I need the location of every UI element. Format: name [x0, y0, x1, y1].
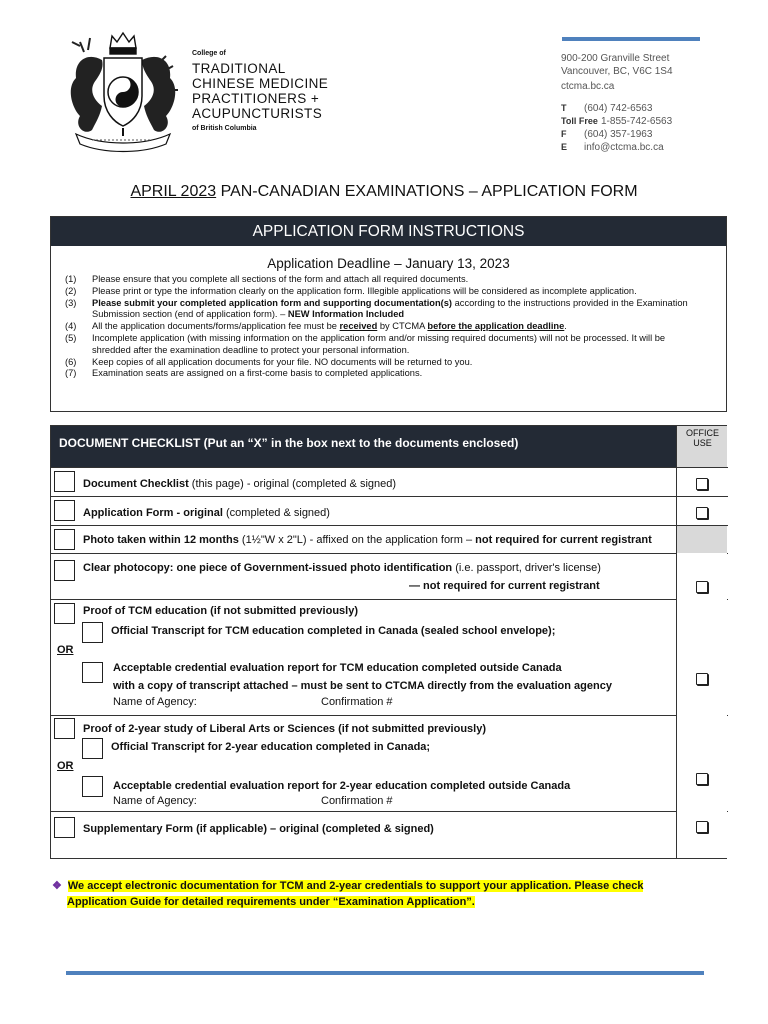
app-form-label: Application Form - original (completed & signed) [83, 507, 330, 519]
office-cell [676, 811, 727, 858]
liberal-proof-label: Proof of 2-year study of Liberal Arts or Sciences (if not submitted previously) [83, 723, 486, 735]
office-photo-id-checkbox[interactable] [696, 581, 708, 593]
supplementary-label: Supplementary Form (if applicable) – original (completed & signed) [83, 823, 434, 835]
phone-value: (604) 742-6563 [584, 103, 653, 114]
photo-label: Photo taken within 12 months (1½"W x 2"L) - affixed on the application form – not required for current registrant [83, 534, 652, 546]
contact-block [561, 52, 673, 154]
document-checklist-table [50, 425, 727, 859]
instruction-item: (4) All the application documents/forms/application fee must be received by CTCMA before the application deadline. [65, 321, 567, 332]
province-label: of British Columbia [192, 125, 257, 132]
email-label: E [561, 142, 568, 152]
fax-row [561, 128, 673, 141]
instructions-heading: APPLICATION FORM INSTRUCTIONS [51, 217, 726, 246]
tcm-evaluation-checkbox[interactable] [82, 662, 103, 683]
address-line: 900-200 Granville Street [561, 53, 670, 64]
email-link[interactable]: info@ctcma.bc.ca [584, 142, 664, 153]
college-of-label: College of [192, 50, 226, 57]
fax-label: F [561, 129, 567, 139]
tollfree-label: Toll Free [561, 116, 598, 126]
row-divider [51, 553, 728, 554]
tcm-transcript-label: Official Transcript for TCM education completed in Canada (sealed school envelope); [111, 625, 556, 637]
liberal-transcript-checkbox[interactable] [82, 738, 103, 759]
electronic-docs-note [52, 878, 643, 910]
note-line: We accept electronic documentation for TCM and 2-year credentials to support your application. Please check [67, 880, 644, 892]
fax-value: (604) 357-1963 [584, 129, 653, 140]
college-name-block [192, 50, 328, 132]
college-name-line: PRACTITIONERS + [192, 91, 320, 106]
checklist-header: DOCUMENT CHECKLIST (Put an “X” in the box next to the documents enclosed) [51, 426, 676, 467]
instruction-item: (5) Incomplete application (with missing information on the application form and/or missing required documents) will not be processed. It will be shredded after the examination deadline to protect your personal information. [65, 332, 666, 355]
liberal-evaluation-checkbox[interactable] [82, 776, 103, 797]
website-link[interactable]: ctcma.bc.ca [561, 81, 615, 92]
liberal-confirmation-label: Confirmation # [321, 795, 393, 807]
college-name-line: TRADITIONAL [192, 61, 286, 76]
office-cell [676, 715, 727, 811]
note-line: Application Guide for detailed requirements under “Examination Application”. [67, 896, 475, 908]
row-divider [51, 496, 728, 497]
app-form-checkbox[interactable] [54, 500, 75, 521]
page-title [0, 183, 768, 201]
instruction-item: (7) Examination seats are assigned on a first-come basis to completed applications. [65, 368, 423, 379]
header-accent-bar [562, 37, 700, 41]
instruction-item: (3) Please submit your completed application form and supporting documentation(s) according to the instructions provided in the Examination Submission section (end of application form). – NEW Information Included [65, 297, 688, 320]
instruction-item: (1) Please ensure that you complete all sections of the form and attach all required documents. [65, 274, 469, 284]
application-deadline: Application Deadline – January 13, 2023 [267, 256, 510, 271]
doc-checklist-label: Document Checklist (this page) - original (completed & signed) [83, 478, 397, 490]
supplementary-checkbox[interactable] [54, 817, 75, 838]
tcm-proof-label: Proof of TCM education (if not submitted previously) [83, 605, 358, 617]
title-rest: PAN-CANADIAN EXAMINATIONS – APPLICATION FORM [216, 183, 638, 200]
college-name-line: ACUPUNCTURISTS [192, 106, 323, 121]
address-line: Vancouver, BC, V6C 1S4 [561, 66, 673, 77]
instructions-box [50, 216, 727, 412]
photo-checkbox[interactable] [54, 529, 75, 550]
row-divider [51, 467, 728, 468]
photo-id-label: Clear photocopy: one piece of Government-issued photo identification (i.e. passport, driver's license) [83, 562, 601, 574]
liberal-agency-label: Name of Agency: [113, 795, 197, 807]
office-liberal-checkbox[interactable] [696, 773, 708, 785]
instruction-item: (2) Please print or type the information clearly on the application form. Illegible applications will be considered as incomplete application. [65, 285, 637, 296]
office-cell [676, 599, 727, 715]
photo-id-note: — not required for current registrant [409, 580, 600, 592]
row-divider [51, 715, 728, 716]
liberal-proof-checkbox[interactable] [54, 718, 75, 739]
liberal-evaluation-label: Acceptable credential evaluation report for 2-year education completed outside Canada [113, 780, 571, 792]
email-row [561, 141, 673, 154]
row-divider [51, 525, 728, 526]
tcm-transcript-checkbox[interactable] [82, 622, 103, 643]
college-name-line: CHINESE MEDICINE [192, 76, 329, 91]
office-use-header: OFFICE USE [686, 428, 719, 448]
tcm-proof-checkbox[interactable] [54, 603, 75, 624]
tcm-evaluation-note: with a copy of transcript attached – must be sent to CTCMA directly from the evaluation agency [113, 680, 612, 692]
office-app-form-checkbox[interactable] [696, 507, 708, 519]
or-label: OR [57, 760, 74, 772]
instructions-list [51, 274, 726, 380]
tollfree-row [561, 115, 673, 128]
liberal-transcript-label: Official Transcript for 2-year education completed in Canada; [111, 741, 431, 753]
tollfree-value: 1-855-742-6563 [601, 116, 673, 127]
instruction-item: (6) Keep copies of all application documents for your file. NO documents will be returned to you. [65, 356, 473, 367]
photo-id-checkbox[interactable] [54, 560, 75, 581]
college-crest-logo [62, 30, 184, 158]
tcm-agency-label: Name of Agency: [113, 696, 197, 708]
office-tcm-checkbox[interactable] [696, 673, 708, 685]
office-supplementary-checkbox[interactable] [696, 821, 708, 833]
doc-checklist-checkbox[interactable] [54, 471, 75, 492]
phone-label: T [561, 103, 567, 113]
office-doc-checklist-checkbox[interactable] [696, 478, 708, 490]
footer-accent-bar [66, 971, 704, 975]
row-divider [51, 599, 728, 600]
title-month: APRIL 2023 [130, 183, 217, 200]
row-divider [51, 811, 728, 812]
tcm-confirmation-label: Confirmation # [321, 696, 393, 708]
tcm-evaluation-label: Acceptable credential evaluation report for TCM education completed outside Canada [113, 662, 562, 674]
phone-row [561, 102, 673, 115]
bullet-diamond-icon: ❖ [52, 880, 62, 892]
or-label: OR [57, 644, 74, 656]
